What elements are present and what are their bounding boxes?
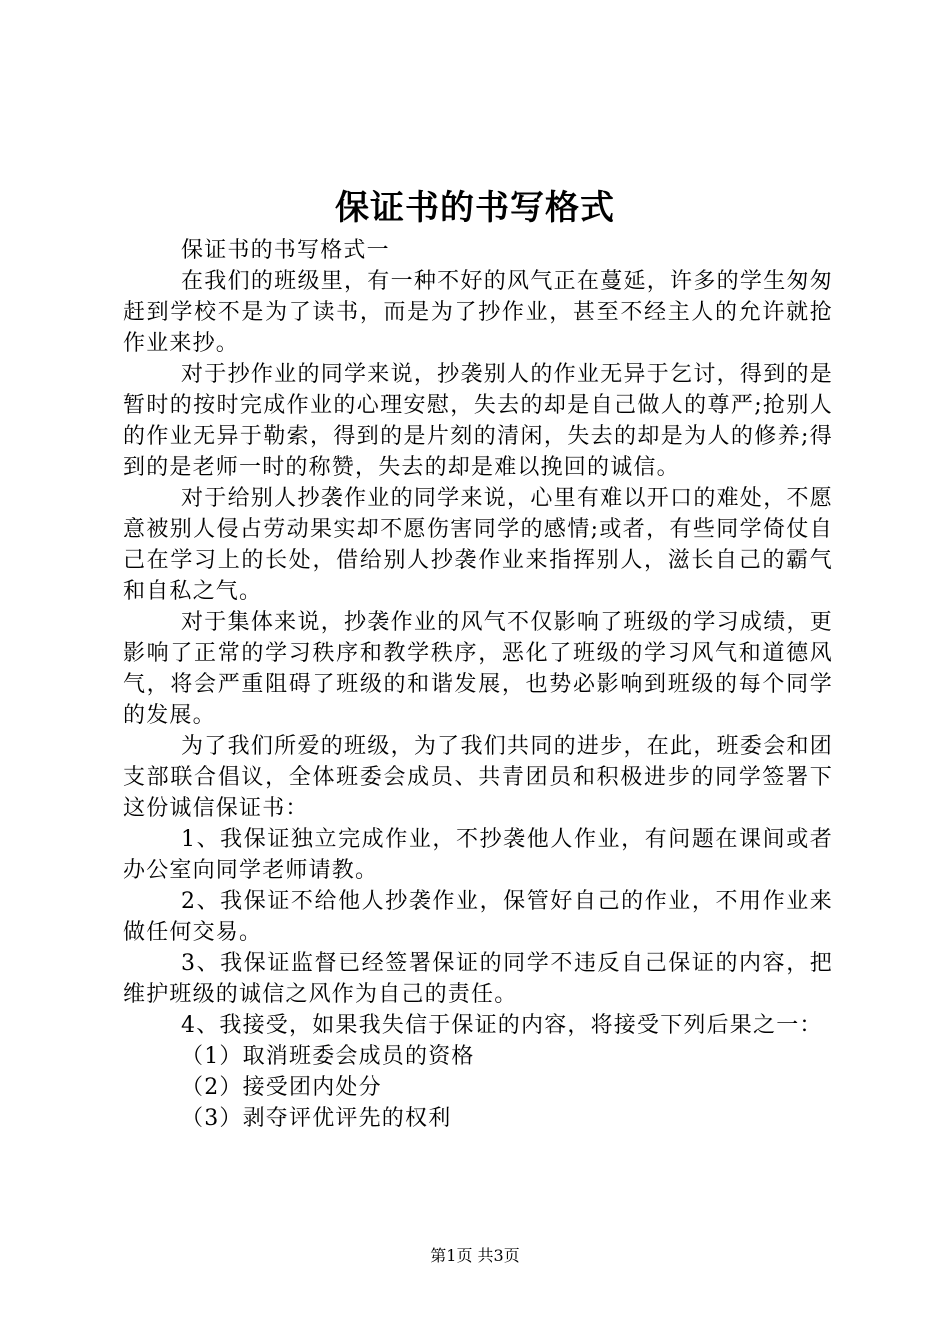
- pledge-item: 3、我保证监督已经签署保证的同学不违反自己保证的内容，把维护班级的诚信之风作为自己的责任。: [123, 951, 833, 1007]
- document-body: [123, 235, 833, 1134]
- pledge-item: 1、我保证独立完成作业，不抄袭他人作业，有问题在课间或者办公室向同学老师请教。: [123, 827, 833, 883]
- body-paragraph: 对于给别人抄袭作业的同学来说，心里有难以开口的难处，不愿意被别人侵占劳动果实却不愿伤害同学的感情;或者，有些同学倚仗自己在学习上的长处，借给别人抄袭作业来指挥别人，滋长自己的霸气和自私之气。: [123, 486, 833, 604]
- consequence-item: （2）接受团内处分: [181, 1075, 382, 1100]
- body-paragraph: 对于集体来说，抄袭作业的风气不仅影响了班级的学习成绩，更影响了正常的学习秩序和教学秩序，恶化了班级的学习风气和道德风气，将会严重阻碍了班级的和谐发展，也势必影响到班级的每个同学的发展。: [123, 610, 833, 728]
- consequence-item: （3）剥夺评优评先的权利: [181, 1106, 452, 1131]
- body-paragraph: 在我们的班级里，有一种不好的风气正在蔓延，许多的学生匆匆赶到学校不是为了读书，而是为了抄作业，甚至不经主人的允许就抢作业来抄。: [123, 269, 833, 356]
- consequence-item: （1）取消班委会成员的资格: [181, 1044, 475, 1069]
- section-heading: 保证书的书写格式一: [181, 238, 390, 263]
- body-paragraph: 对于抄作业的同学来说，抄袭别人的作业无异于乞讨，得到的是暂时的按时完成作业的心理安慰，失去的却是自己做人的尊严;抢别人的作业无异于勒索，得到的是片刻的清闲，失去的却是为人的修养;得到的是老师一时的称赞，失去的却是难以挽回的诚信。: [123, 362, 833, 480]
- pledge-item: 2、我保证不给他人抄袭作业，保管好自己的作业，不用作业来做任何交易。: [123, 889, 833, 945]
- page-footer: 第1页 共3页: [430, 1246, 520, 1265]
- pledge-item: 4、我接受，如果我失信于保证的内容，将接受下列后果之一：: [181, 1013, 823, 1038]
- body-paragraph: 为了我们所爱的班级，为了我们共同的进步，在此，班委会和团支部联合倡议，全体班委会成员、共青团员和积极进步的同学签署下这份诚信保证书：: [123, 734, 833, 821]
- document-title: 保证书的书写格式: [335, 188, 615, 228]
